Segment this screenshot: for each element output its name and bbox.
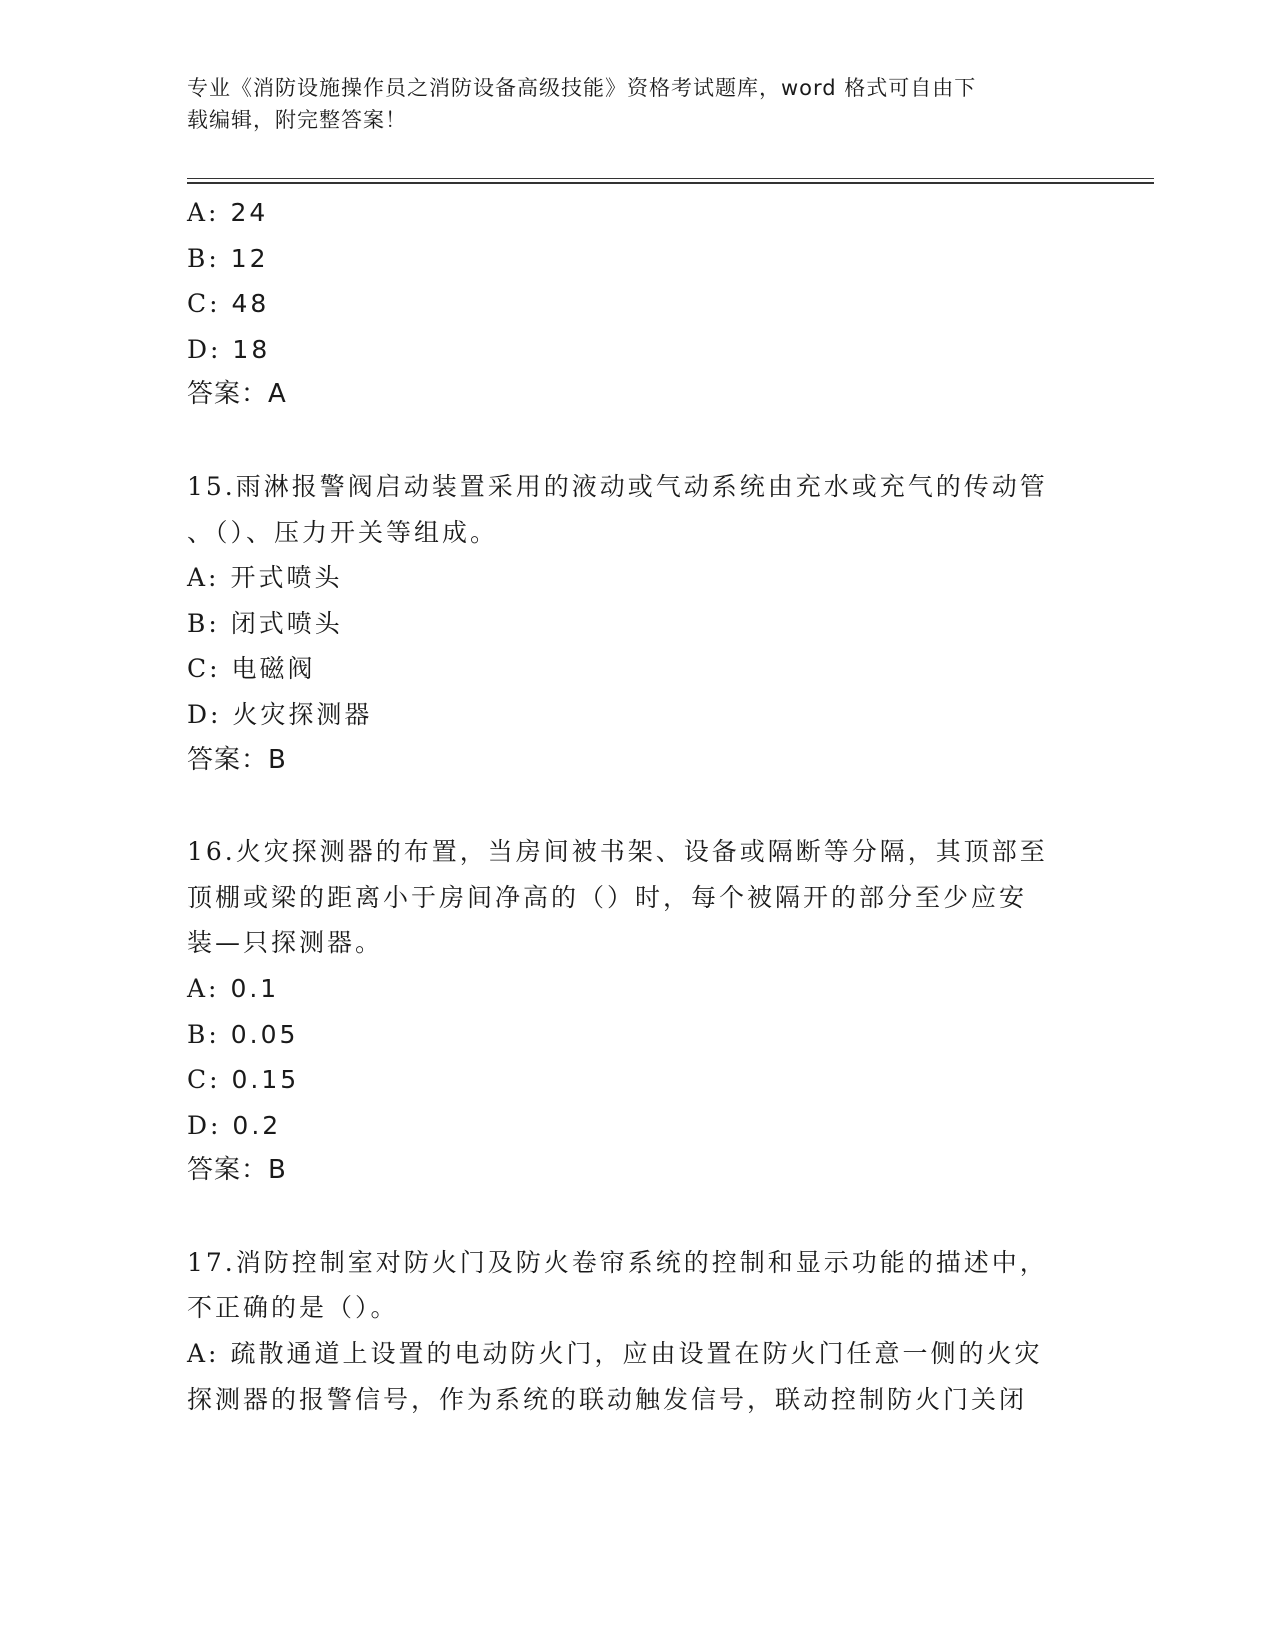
option-b: B: 闭式喷头 (187, 608, 343, 638)
option-c: C: 0.15 (187, 1065, 300, 1095)
option-b: B: 0.05 (187, 1019, 299, 1049)
question-stem-line: 、（）、压力开关等组成。 (187, 517, 499, 547)
question-number: 17. (187, 1247, 236, 1277)
option-a: A: 0.1 (187, 973, 280, 1003)
option-d: D: 火灾探测器 (187, 699, 373, 729)
question-number: 16. (187, 837, 236, 867)
question-stem-line: 不正确的是（）。 (187, 1293, 399, 1323)
option-c: C: 电磁阀 (187, 654, 316, 684)
question-stem-line: 顶棚或梁的距离小于房间净高的（）时，每个被隔开的部分至少应安 (187, 882, 1028, 912)
question-content (187, 190, 1067, 1422)
option-b: B: 12 (187, 243, 269, 273)
header-divider-thick (187, 182, 1154, 184)
answer-line: 答案：B (187, 1155, 287, 1186)
question-14-options (187, 190, 1067, 418)
option-d: D: 0.2 (187, 1110, 282, 1140)
question-stem-line: 16.火灾探测器的布置，当房间被书架、设备或隔断等分隔，其顶部至 (187, 837, 1048, 867)
question-15 (187, 464, 1067, 783)
header-line-2: 载编辑，附完整答案！ (187, 108, 407, 132)
question-16 (187, 829, 1067, 1194)
answer-line: 答案：B (187, 744, 287, 775)
option-d: D: 18 (187, 334, 271, 364)
option-c: C: 48 (187, 289, 270, 319)
option-a: A: 开式喷头 (187, 563, 343, 593)
question-number: 15. (187, 471, 236, 501)
answer-line: 答案：A (187, 379, 287, 410)
document-header (187, 72, 1067, 136)
question-stem-line: 15.雨淋报警阀启动装置采用的液动或气动系统由充水或充气的传动管 (187, 471, 1048, 501)
question-stem-line: 17.消防控制室对防火门及防火卷帘系统的控制和显示功能的描述中， (187, 1247, 1048, 1277)
question-stem-line: 装—只探测器。 (187, 928, 384, 958)
question-17 (187, 1240, 1067, 1422)
header-divider-thin (187, 178, 1154, 179)
option-a: A: 24 (187, 198, 269, 227)
header-line-1: 专业《消防设施操作员之消防设备高级技能》资格考试题库，word 格式可自由下 (187, 76, 977, 100)
option-a-continuation: 探测器的报警信号，作为系统的联动触发信号，联动控制防火门关闭 (187, 1384, 1028, 1414)
option-a: A: 疏散通道上设置的电动防火门，应由设置在防火门任意一侧的火灾 (187, 1339, 1043, 1369)
